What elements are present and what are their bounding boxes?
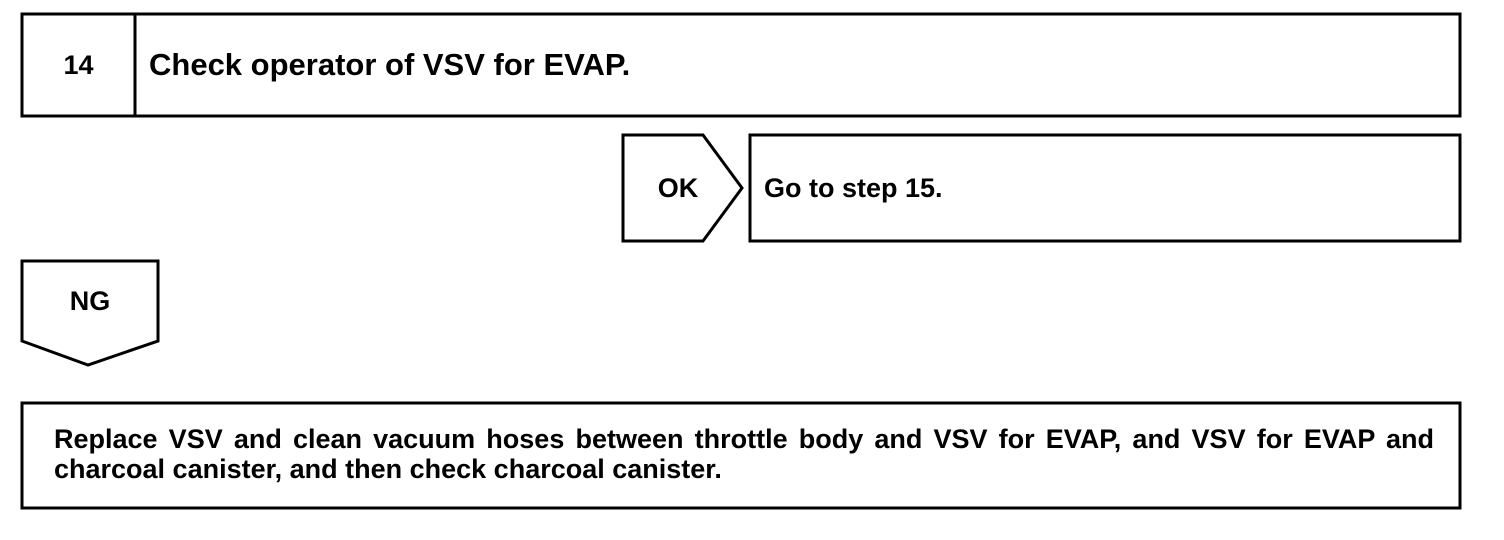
ng-result-text: Replace VSV and clean vacuum hoses between throttle body and VSV for EVAP, and VSV for EVAP and charcoal canister, and then check charcoal canister. (54, 424, 1434, 484)
ok-label: OK (657, 173, 699, 203)
step-title: Check operator of VSV for EVAP. (149, 47, 631, 82)
step-number: 14 (63, 50, 94, 80)
ok-result-text: Go to step 15. (764, 173, 943, 203)
ng-label: NG (69, 286, 111, 316)
